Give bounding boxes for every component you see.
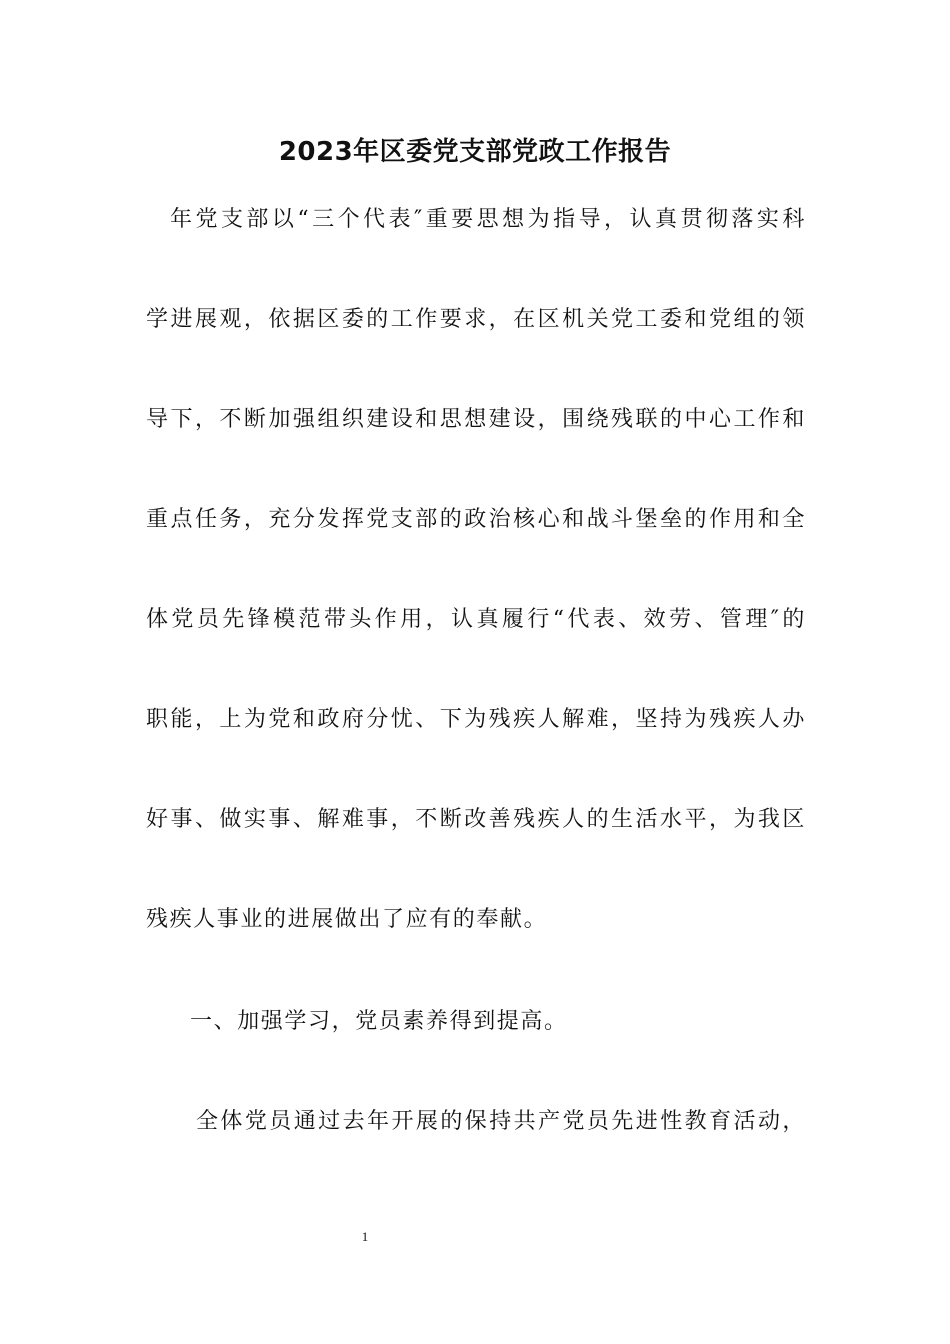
paragraph-line-6: 职能，上为党和政府分忧、下为残疾人解难，坚持为残疾人办 xyxy=(146,707,806,732)
paragraph-line-1: 年党支部以“三个代表″重要思想为指导，认真贯彻落实科 xyxy=(170,207,806,232)
page-number: 1 xyxy=(361,1229,369,1244)
paragraph-line-4: 重点任务，充分发挥党支部的政治核心和战斗堡垒的作用和全 xyxy=(146,507,806,532)
paragraph-line-2: 学进展观，依据区委的工作要求，在区机关党工委和党组的领 xyxy=(146,307,806,332)
document-title: 2023年区委党支部党政工作报告 xyxy=(278,137,672,167)
section-heading-1: 一、加强学习，党员素养得到提高。 xyxy=(190,1009,568,1034)
paragraph-line-3: 导下，不断加强组织建设和思想建设，围绕残联的中心工作和 xyxy=(146,407,806,432)
paragraph-line-8: 残疾人事业的进展做出了应有的奉献。 xyxy=(146,907,548,932)
paragraph-line-5: 体党员先锋模范带头作用，认真履行“代表、效劳、管理″的 xyxy=(146,607,806,632)
paragraph-line-9: 全体党员通过去年开展的保持共产党员先进性教育活动， xyxy=(196,1109,806,1134)
paragraph-line-7: 好事、做实事、解难事，不断改善残疾人的生活水平，为我区 xyxy=(146,807,806,832)
